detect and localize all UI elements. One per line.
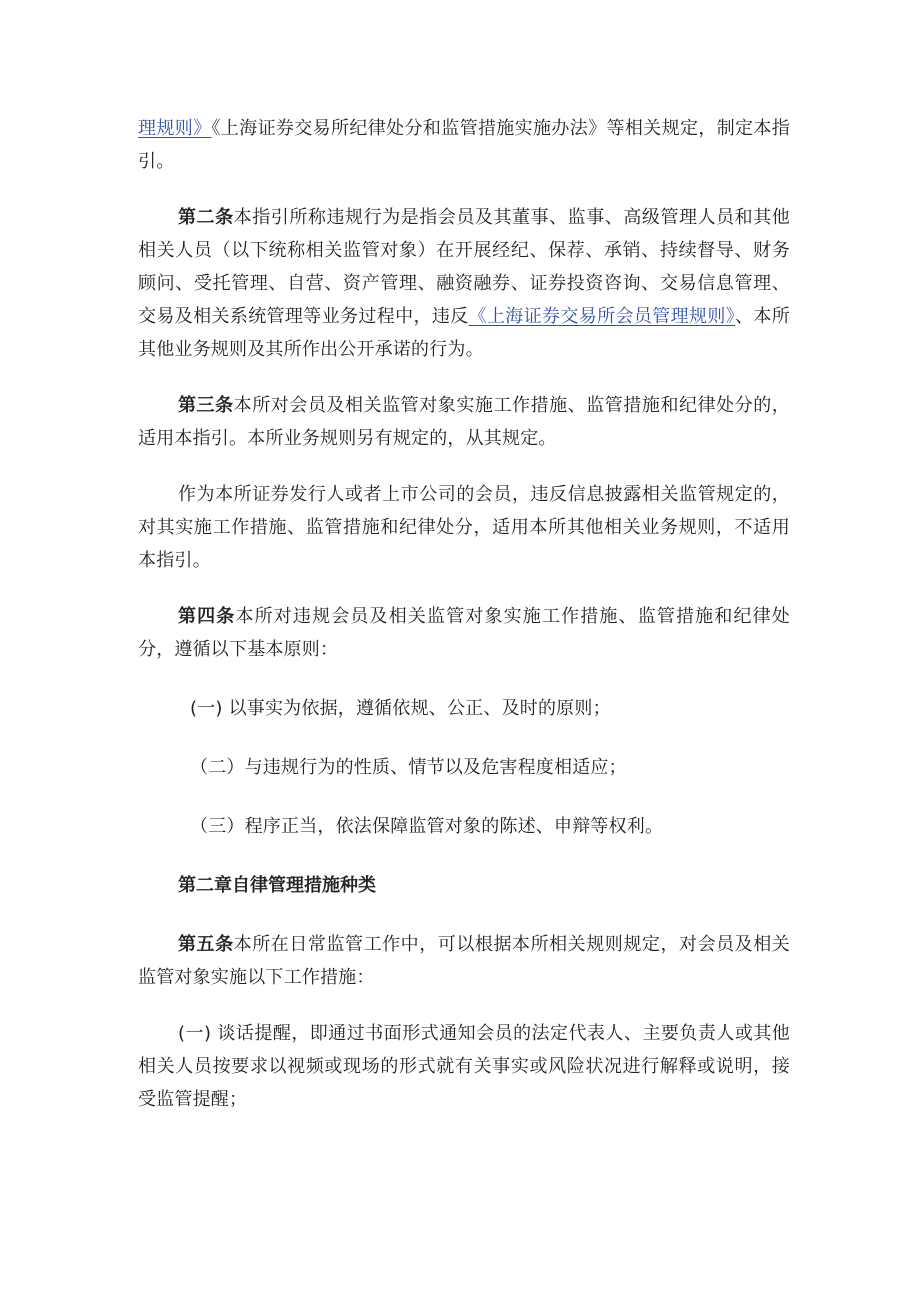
intro-text: 《上海证券交易所纪律处分和监管措施实施办法》等相关规定，制定本指引。 — [138, 118, 790, 172]
rules-link[interactable]: 理规则》 — [138, 118, 212, 139]
article-5-item-1: (一) 谈话提醒，即通过书面形式通知会员的法定代表人、主要负责人或其他相关人员按要求以视频或现场的形式就有关事实或风险状况进行解释或说明，接受监管提醒； — [138, 1023, 790, 1110]
article-5-text: 本所在日常监管工作中，可以根据本所相关规则规定，对会员及相关监管对象实施以下工作措施： — [138, 934, 790, 988]
article-2-label: 第二条 — [178, 207, 234, 228]
article-3-paragraph — [138, 389, 790, 455]
article-3-paragraph-2: 作为本所证券发行人或者上市公司的会员，违反信息披露相关监管规定的，对其实施工作措施、监管措施和纪律处分，适用本所其他相关业务规则，不适用本指引。 — [138, 484, 790, 571]
article-5-label: 第五条 — [178, 934, 234, 955]
document-page — [138, 112, 790, 1116]
intro-paragraph — [138, 112, 790, 178]
article-4-paragraph — [138, 600, 790, 666]
article-4-text: 本所对违规会员及相关监管对象实施工作措施、监管措施和纪律处分，遵循以下基本原则： — [138, 606, 790, 660]
article-3-text: 本所对会员及相关监管对象实施工作措施、监管措施和纪律处分的，适用本指引。本所业务规则另有规定的，从其规定。 — [138, 395, 790, 449]
member-rules-link[interactable]: 《上海证券交易所会员管理规则》 — [468, 306, 736, 327]
article-4-item-2: （二）与违规行为的性质、情节以及危害程度相适应； — [190, 757, 627, 778]
article-5-paragraph — [138, 928, 790, 994]
article-4-item-1: (一) 以事实为依据，遵循依规、公正、及时的原则； — [190, 698, 611, 719]
article-2-text-end: 、本所其他业务规则及其所作出公开承诺的行为。 — [138, 306, 790, 360]
article-3-label: 第三条 — [178, 395, 234, 416]
article-4-item-3: （三）程序正当，依法保障监管对象的陈述、申辩等权利。 — [190, 816, 664, 837]
article-2-paragraph — [138, 201, 790, 366]
chapter-2-heading: 第二章自律管理措施种类 — [178, 875, 376, 896]
article-2-text: 本指引所称违规行为是指会员及其董事、监事、高级管理人员和其他相关人员（以下统称相关监管对象）在开展经纪、保荐、承销、持续督导、财务顾问、受托管理、自营、资产管理、融资融券、证券投资咨询、交易信息管理、交易及相关系统管理等业务过程中，违反 — [138, 207, 790, 327]
article-4-label: 第四条 — [178, 606, 236, 627]
